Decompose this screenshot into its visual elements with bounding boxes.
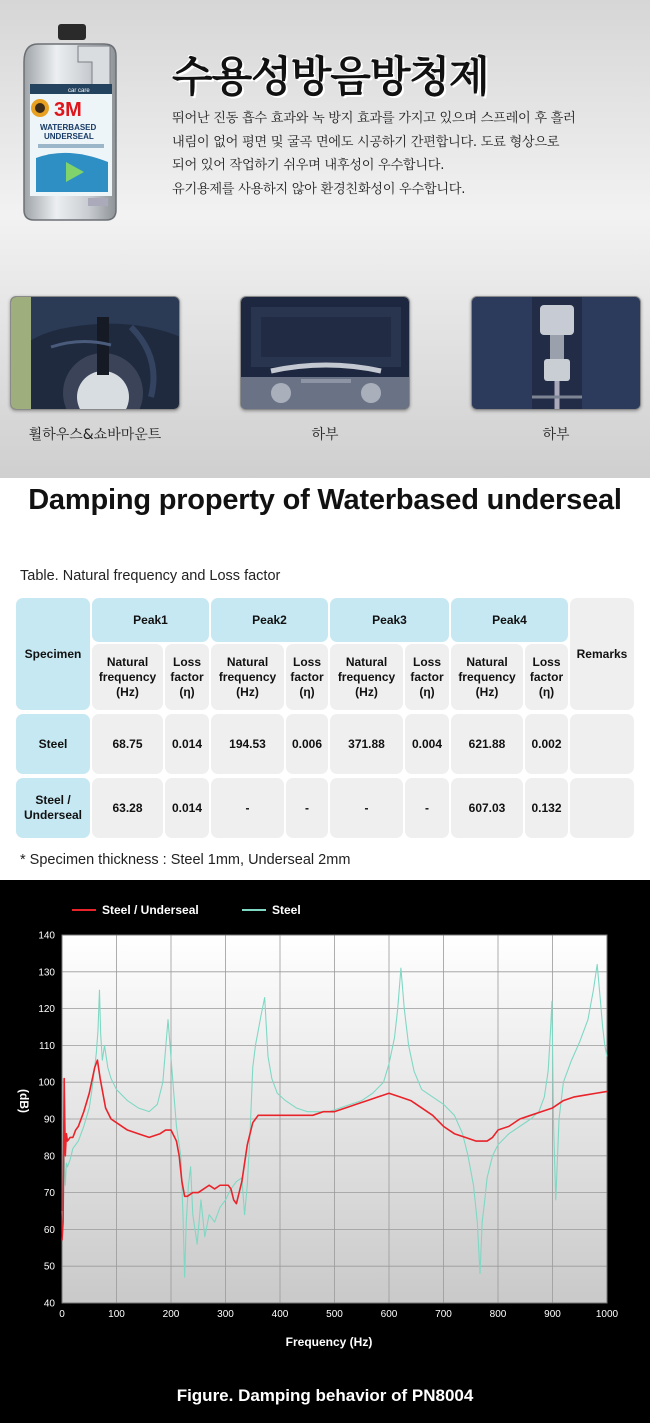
x-tick-label: 500 <box>326 1309 343 1320</box>
y-tick-label: 50 <box>43 1261 55 1273</box>
y-tick-label: 90 <box>43 1114 55 1126</box>
subheader-freq: Natural frequency (Hz) <box>451 644 523 710</box>
x-tick-label: 800 <box>489 1309 507 1320</box>
table-cell: 621.88 <box>451 714 523 774</box>
photo-wheelhouse <box>10 296 180 410</box>
y-tick-label: 130 <box>38 967 55 979</box>
subheader-freq: Natural frequency (Hz) <box>211 644 284 710</box>
x-tick-label: 700 <box>435 1309 452 1320</box>
y-tick-label: 40 <box>43 1298 55 1310</box>
product-container-image <box>18 22 130 222</box>
header-remarks: Remarks <box>570 598 634 710</box>
table-cell-remarks <box>570 778 634 838</box>
subheader-loss: Loss factor (η) <box>405 644 449 710</box>
table-cell: 68.75 <box>92 714 163 774</box>
description-line: 뛰어난 진동 흡수 효과와 녹 방지 효과를 가지고 있으며 스프레이 후 흘러 <box>172 111 576 126</box>
x-tick-label: 100 <box>108 1309 125 1320</box>
table-cell: - <box>330 778 403 838</box>
y-tick-label: 80 <box>43 1151 55 1163</box>
table-cell-remarks <box>570 714 634 774</box>
subheader-freq: Natural frequency (Hz) <box>92 644 163 710</box>
photo-underbody-2 <box>471 296 641 410</box>
y-tick-label: 60 <box>43 1224 55 1236</box>
table-cell: 0.004 <box>405 714 449 774</box>
legend-steel-label: Steel <box>272 903 301 917</box>
table-cell: 194.53 <box>211 714 284 774</box>
section-title: Damping property of Waterbased underseal <box>28 484 622 516</box>
table-cell: 0.002 <box>525 714 568 774</box>
subheader-freq: Natural frequency (Hz) <box>330 644 403 710</box>
table-cell: - <box>286 778 328 838</box>
x-tick-label: 300 <box>217 1309 234 1320</box>
x-tick-label: 200 <box>162 1309 180 1320</box>
table-cell: 0.006 <box>286 714 328 774</box>
header-peak1: Peak1 <box>92 598 209 642</box>
subheader-loss: Loss factor (η) <box>165 644 209 710</box>
photo-caption: 하부 <box>311 427 339 443</box>
figure-caption: Figure. Damping behavior of PN8004 <box>176 1386 474 1405</box>
damping-chart <box>0 880 650 1423</box>
product-section <box>0 0 650 478</box>
label-line1-text: WATERBASED <box>40 123 97 132</box>
y-tick-label: 70 <box>43 1188 55 1200</box>
x-tick-label: 0 <box>59 1309 65 1320</box>
table-cell: 0.014 <box>165 778 209 838</box>
table-cell: 0.132 <box>525 778 568 838</box>
header-peak3: Peak3 <box>330 598 449 642</box>
table-cell: 607.03 <box>451 778 523 838</box>
label-line2-text: UNDERSEAL <box>44 132 94 141</box>
description-line: 유기용제를 사용하지 않아 환경친화성이 우수합니다. <box>172 182 466 198</box>
header-peak4: Peak4 <box>451 598 568 642</box>
y-tick-label: 140 <box>38 930 55 942</box>
row-specimen: Steel / Underseal <box>16 778 90 838</box>
table-caption: Table. Natural frequency and Loss factor <box>20 568 281 584</box>
x-tick-label: 400 <box>271 1309 289 1320</box>
photo-caption: 휠하우스&쇼바마운트 <box>28 427 162 443</box>
description-line: 내림이 없어 평면 및 굴곡 면에도 시공하기 간편합니다. 도료 형상으로 <box>172 134 560 150</box>
chart-svg <box>0 880 650 1380</box>
table-cell: - <box>211 778 284 838</box>
x-tick-label: 600 <box>380 1309 398 1320</box>
subheader-loss: Loss factor (η) <box>525 644 568 710</box>
header-specimen: Specimen <box>16 598 90 710</box>
y-tick-label: 100 <box>38 1077 55 1089</box>
x-tick-label: 900 <box>544 1309 561 1320</box>
y-axis-label: (dB) <box>17 1089 31 1113</box>
legend-steel-underseal-label: Steel / Underseal <box>102 903 199 917</box>
label-tag-text: car care <box>68 88 90 94</box>
brand-logo-text: 3M <box>54 99 82 121</box>
product-title: 수용성방음방청제 <box>172 52 489 101</box>
table-footnote: * Specimen thickness : Steel 1mm, Underseal 2mm <box>20 852 351 868</box>
photo-underbody-1 <box>240 296 410 410</box>
y-tick-label: 120 <box>38 1004 55 1016</box>
table-cell: 63.28 <box>92 778 163 838</box>
table-cell: 0.014 <box>165 714 209 774</box>
x-axis-label: Frequency (Hz) <box>285 1335 373 1349</box>
description-line: 되어 있어 작업하기 쉬우며 내후성이 우수합니다. <box>172 158 445 174</box>
product-description <box>172 107 632 202</box>
photo-caption: 하부 <box>542 427 570 443</box>
y-tick-label: 110 <box>39 1040 55 1052</box>
row-specimen: Steel <box>16 714 90 774</box>
header-peak2: Peak2 <box>211 598 328 642</box>
table-cell: - <box>405 778 449 838</box>
subheader-loss: Loss factor (η) <box>286 644 328 710</box>
table-cell: 371.88 <box>330 714 403 774</box>
x-tick-label: 1000 <box>595 1309 619 1320</box>
